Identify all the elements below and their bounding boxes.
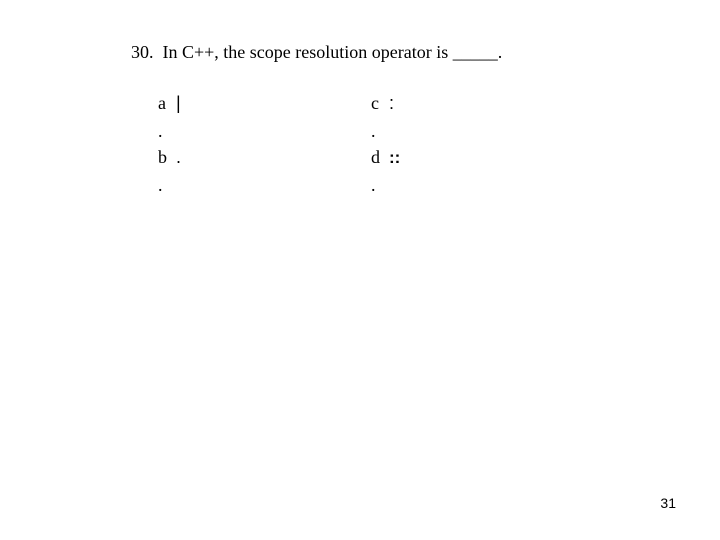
choice-c-letter: c <box>371 93 379 113</box>
question-text: 30. In C++, the scope resolution operator is _____. <box>131 42 503 62</box>
choice-a-period: . <box>158 121 163 141</box>
choice-b-period-line <box>158 171 181 199</box>
choice-b-symbol: . <box>176 147 182 167</box>
choice-c-symbol: : <box>389 93 395 113</box>
choice-b-period: . <box>158 175 163 195</box>
choice-a-symbol: | <box>176 93 181 113</box>
choice-d-line <box>371 143 400 171</box>
page-number: 31 <box>660 495 676 511</box>
choice-c-period-line <box>371 117 394 145</box>
choice-d <box>371 143 400 199</box>
choice-a <box>158 89 181 145</box>
choice-c-period: . <box>371 121 376 141</box>
choice-d-letter: d <box>371 147 380 167</box>
choice-d-period: . <box>371 175 376 195</box>
choice-c <box>371 89 394 145</box>
choice-b <box>158 143 181 199</box>
choice-b-line <box>158 143 181 171</box>
choice-d-period-line <box>371 171 400 199</box>
choice-a-line <box>158 89 181 117</box>
choice-d-symbol: :: <box>389 148 401 167</box>
choice-c-line <box>371 89 394 117</box>
choice-b-letter: b <box>158 147 167 167</box>
choice-a-period-line <box>158 117 181 145</box>
choice-a-letter: a <box>158 93 166 113</box>
